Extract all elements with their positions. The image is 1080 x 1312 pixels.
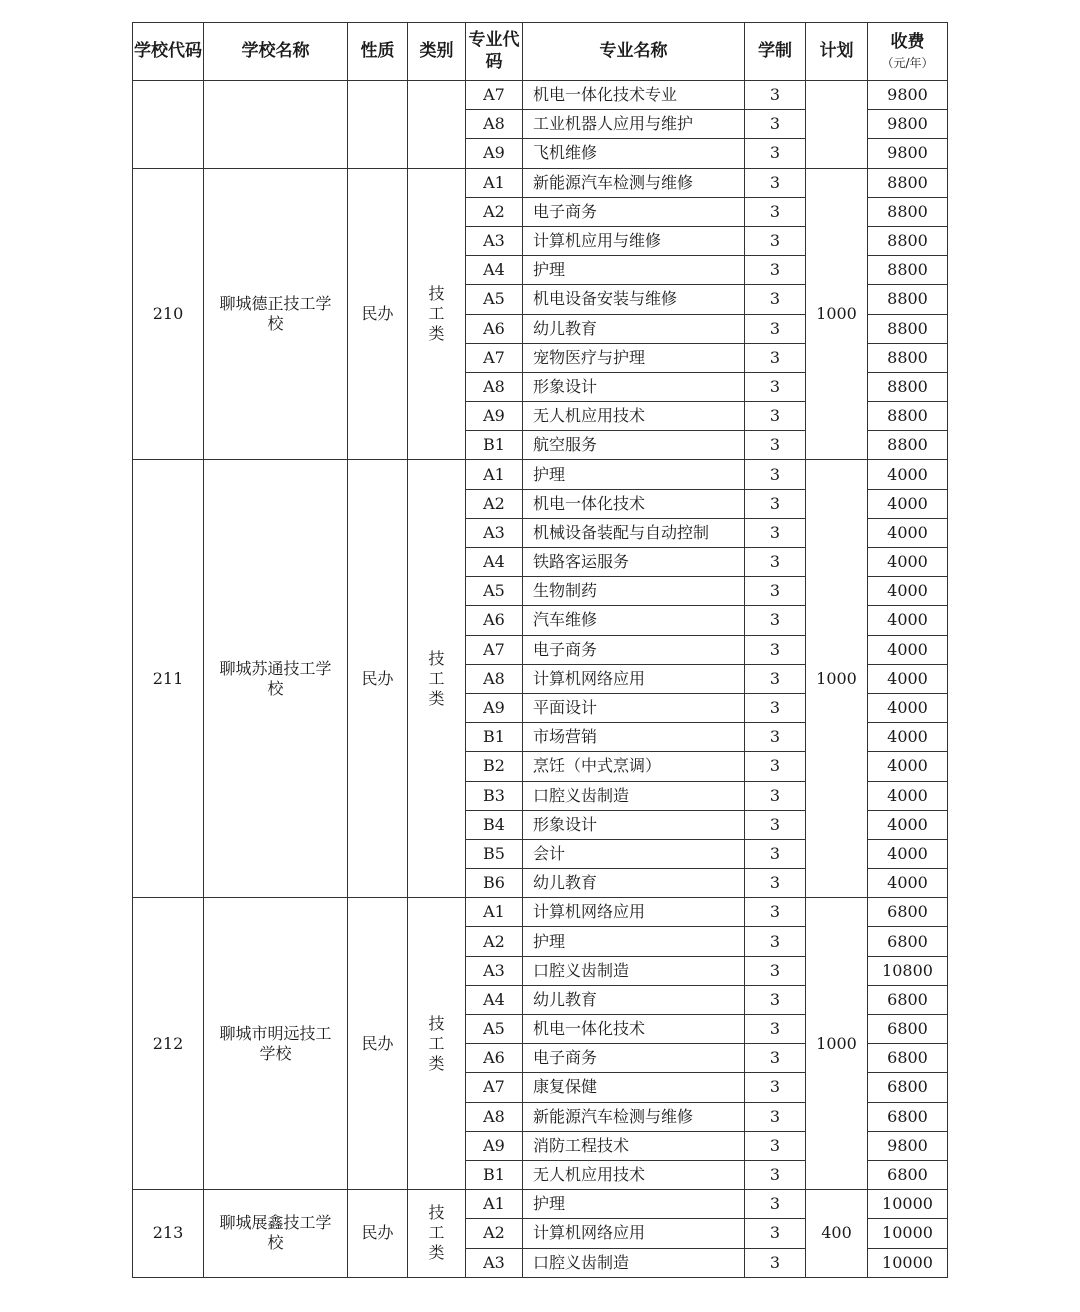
school-plan-cell xyxy=(806,81,868,169)
major-name-cell: 计算机网络应用 xyxy=(523,664,745,693)
major-duration-cell: 3 xyxy=(745,256,806,285)
major-duration-cell: 3 xyxy=(745,314,806,343)
header-category: 类别 xyxy=(408,23,466,81)
school-plan-cell: 1000 xyxy=(806,460,868,898)
major-fee-cell: 4000 xyxy=(868,781,948,810)
major-name-cell: 幼儿教育 xyxy=(523,985,745,1014)
header-major-name: 专业名称 xyxy=(523,23,745,81)
major-fee-cell: 8800 xyxy=(868,402,948,431)
major-code-cell: B3 xyxy=(466,781,523,810)
table-row xyxy=(133,81,948,110)
major-duration-cell: 3 xyxy=(745,723,806,752)
major-duration-cell: 3 xyxy=(745,577,806,606)
school-code-cell: 213 xyxy=(133,1190,204,1278)
major-code-cell: A8 xyxy=(466,372,523,401)
school-nature-cell: 民办 xyxy=(348,460,408,898)
major-name-cell: 计算机网络应用 xyxy=(523,1219,745,1248)
school-code-cell: 212 xyxy=(133,898,204,1190)
major-name-cell: 口腔义齿制造 xyxy=(523,956,745,985)
major-fee-cell: 6800 xyxy=(868,1160,948,1189)
school-plan-cell: 400 xyxy=(806,1190,868,1278)
major-fee-cell: 4000 xyxy=(868,548,948,577)
major-fee-cell: 8800 xyxy=(868,285,948,314)
major-name-cell: 电子商务 xyxy=(523,197,745,226)
major-duration-cell: 3 xyxy=(745,781,806,810)
major-fee-cell: 8800 xyxy=(868,343,948,372)
major-name-cell: 汽车维修 xyxy=(523,606,745,635)
major-code-cell: B1 xyxy=(466,431,523,460)
major-code-cell: A7 xyxy=(466,81,523,110)
major-code-cell: A6 xyxy=(466,606,523,635)
major-duration-cell: 3 xyxy=(745,810,806,839)
major-name-cell: 新能源汽车检测与维修 xyxy=(523,168,745,197)
major-fee-cell: 4000 xyxy=(868,518,948,547)
major-code-cell: B1 xyxy=(466,723,523,752)
major-name-cell: 工业机器人应用与维护 xyxy=(523,110,745,139)
major-code-cell: A1 xyxy=(466,898,523,927)
major-name-cell: 机电一体化技术 xyxy=(523,489,745,518)
school-nature-cell: 民办 xyxy=(348,898,408,1190)
major-name-cell: 无人机应用技术 xyxy=(523,402,745,431)
major-name-cell: 生物制药 xyxy=(523,577,745,606)
major-fee-cell: 9800 xyxy=(868,139,948,168)
major-code-cell: A9 xyxy=(466,1131,523,1160)
major-fee-cell: 10800 xyxy=(868,956,948,985)
school-category-cell: 技工类 xyxy=(408,898,466,1190)
major-fee-cell: 9800 xyxy=(868,1131,948,1160)
major-fee-cell: 4000 xyxy=(868,606,948,635)
major-duration-cell: 3 xyxy=(745,869,806,898)
school-nature-cell: 民办 xyxy=(348,1190,408,1278)
header-plan: 计划 xyxy=(806,23,868,81)
major-duration-cell: 3 xyxy=(745,839,806,868)
major-code-cell: B4 xyxy=(466,810,523,839)
major-name-cell: 宠物医疗与护理 xyxy=(523,343,745,372)
major-code-cell: A6 xyxy=(466,1044,523,1073)
table-row xyxy=(133,1190,948,1219)
school-nature-cell xyxy=(348,81,408,169)
table-body xyxy=(133,81,948,1278)
major-name-cell: 铁路客运服务 xyxy=(523,548,745,577)
major-duration-cell: 3 xyxy=(745,168,806,197)
major-duration-cell: 3 xyxy=(745,927,806,956)
major-name-cell: 航空服务 xyxy=(523,431,745,460)
major-fee-cell: 4000 xyxy=(868,810,948,839)
major-name-cell: 康复保健 xyxy=(523,1073,745,1102)
major-name-cell: 口腔义齿制造 xyxy=(523,781,745,810)
school-plan-cell: 1000 xyxy=(806,168,868,460)
major-fee-cell: 4000 xyxy=(868,693,948,722)
school-code-cell xyxy=(133,81,204,169)
major-fee-cell: 8800 xyxy=(868,197,948,226)
major-duration-cell: 3 xyxy=(745,664,806,693)
major-fee-cell: 6800 xyxy=(868,927,948,956)
table-row xyxy=(133,898,948,927)
major-duration-cell: 3 xyxy=(745,139,806,168)
major-fee-cell: 8800 xyxy=(868,431,948,460)
major-code-cell: B6 xyxy=(466,869,523,898)
major-code-cell: A5 xyxy=(466,577,523,606)
major-name-cell: 计算机应用与维修 xyxy=(523,226,745,255)
major-fee-cell: 6800 xyxy=(868,898,948,927)
major-fee-cell: 4000 xyxy=(868,635,948,664)
major-duration-cell: 3 xyxy=(745,898,806,927)
major-fee-cell: 6800 xyxy=(868,1044,948,1073)
school-nature-cell: 民办 xyxy=(348,168,408,460)
major-name-cell: 形象设计 xyxy=(523,372,745,401)
major-code-cell: A9 xyxy=(466,402,523,431)
major-duration-cell: 3 xyxy=(745,343,806,372)
school-name-cell: 聊城市明远技工学校 xyxy=(204,898,348,1190)
school-plan-cell: 1000 xyxy=(806,898,868,1190)
major-code-cell: A7 xyxy=(466,343,523,372)
major-fee-cell: 9800 xyxy=(868,81,948,110)
major-duration-cell: 3 xyxy=(745,81,806,110)
major-fee-cell: 8800 xyxy=(868,226,948,255)
major-name-cell: 机电设备安装与维修 xyxy=(523,285,745,314)
major-fee-cell: 9800 xyxy=(868,110,948,139)
major-fee-cell: 10000 xyxy=(868,1248,948,1277)
major-fee-cell: 10000 xyxy=(868,1219,948,1248)
major-code-cell: A3 xyxy=(466,226,523,255)
school-category-cell: 技工类 xyxy=(408,460,466,898)
major-code-cell: A9 xyxy=(466,693,523,722)
major-name-cell: 无人机应用技术 xyxy=(523,1160,745,1189)
major-fee-cell: 8800 xyxy=(868,168,948,197)
major-name-cell: 市场营销 xyxy=(523,723,745,752)
header-fee-unit: （元/年） xyxy=(881,55,934,70)
major-duration-cell: 3 xyxy=(745,197,806,226)
major-duration-cell: 3 xyxy=(745,548,806,577)
major-duration-cell: 3 xyxy=(745,635,806,664)
major-fee-cell: 4000 xyxy=(868,723,948,752)
major-code-cell: B5 xyxy=(466,839,523,868)
major-code-cell: A3 xyxy=(466,518,523,547)
major-duration-cell: 3 xyxy=(745,431,806,460)
major-code-cell: A4 xyxy=(466,256,523,285)
major-duration-cell: 3 xyxy=(745,1190,806,1219)
major-duration-cell: 3 xyxy=(745,1219,806,1248)
major-code-cell: A6 xyxy=(466,314,523,343)
header-duration: 学制 xyxy=(745,23,806,81)
major-duration-cell: 3 xyxy=(745,285,806,314)
major-name-cell: 电子商务 xyxy=(523,1044,745,1073)
major-duration-cell: 3 xyxy=(745,518,806,547)
header-school-code: 学校代码 xyxy=(133,23,204,81)
major-name-cell: 烹饪（中式烹调） xyxy=(523,752,745,781)
major-duration-cell: 3 xyxy=(745,372,806,401)
major-duration-cell: 3 xyxy=(745,956,806,985)
major-code-cell: A7 xyxy=(466,635,523,664)
major-duration-cell: 3 xyxy=(745,460,806,489)
major-duration-cell: 3 xyxy=(745,402,806,431)
header-nature: 性质 xyxy=(348,23,408,81)
major-code-cell: A3 xyxy=(466,956,523,985)
major-name-cell: 护理 xyxy=(523,927,745,956)
major-fee-cell: 8800 xyxy=(868,256,948,285)
school-code-cell: 211 xyxy=(133,460,204,898)
major-duration-cell: 3 xyxy=(745,1131,806,1160)
major-code-cell: A4 xyxy=(466,985,523,1014)
school-category-cell xyxy=(408,81,466,169)
major-code-cell: A2 xyxy=(466,197,523,226)
major-duration-cell: 3 xyxy=(745,489,806,518)
major-code-cell: A2 xyxy=(466,1219,523,1248)
major-fee-cell: 6800 xyxy=(868,1073,948,1102)
major-name-cell: 机械设备装配与自动控制 xyxy=(523,518,745,547)
major-fee-cell: 4000 xyxy=(868,869,948,898)
major-duration-cell: 3 xyxy=(745,693,806,722)
table-row xyxy=(133,168,948,197)
header-fee-label: 收费 xyxy=(890,32,925,53)
major-name-cell: 护理 xyxy=(523,1190,745,1219)
enrollment-table xyxy=(132,22,948,1278)
header-fee xyxy=(868,23,948,81)
major-name-cell: 机电一体化技术专业 xyxy=(523,81,745,110)
major-code-cell: A2 xyxy=(466,927,523,956)
major-fee-cell: 6800 xyxy=(868,1015,948,1044)
major-code-cell: A2 xyxy=(466,489,523,518)
major-fee-cell: 4000 xyxy=(868,839,948,868)
major-name-cell: 新能源汽车检测与维修 xyxy=(523,1102,745,1131)
major-code-cell: A7 xyxy=(466,1073,523,1102)
school-category-cell: 技工类 xyxy=(408,1190,466,1278)
header-major-code: 专业代码 xyxy=(466,23,523,81)
major-code-cell: A8 xyxy=(466,664,523,693)
major-fee-cell: 6800 xyxy=(868,985,948,1014)
major-duration-cell: 3 xyxy=(745,606,806,635)
major-fee-cell: 4000 xyxy=(868,752,948,781)
major-name-cell: 形象设计 xyxy=(523,810,745,839)
major-fee-cell: 4000 xyxy=(868,664,948,693)
major-name-cell: 消防工程技术 xyxy=(523,1131,745,1160)
major-fee-cell: 4000 xyxy=(868,460,948,489)
major-duration-cell: 3 xyxy=(745,752,806,781)
major-duration-cell: 3 xyxy=(745,1102,806,1131)
major-code-cell: A9 xyxy=(466,139,523,168)
major-fee-cell: 4000 xyxy=(868,577,948,606)
major-duration-cell: 3 xyxy=(745,1073,806,1102)
major-code-cell: A8 xyxy=(466,1102,523,1131)
school-category-cell: 技工类 xyxy=(408,168,466,460)
major-fee-cell: 10000 xyxy=(868,1190,948,1219)
major-name-cell: 口腔义齿制造 xyxy=(523,1248,745,1277)
header-school-name: 学校名称 xyxy=(204,23,348,81)
school-name-cell xyxy=(204,81,348,169)
major-code-cell: A1 xyxy=(466,1190,523,1219)
major-name-cell: 幼儿教育 xyxy=(523,314,745,343)
major-fee-cell: 8800 xyxy=(868,314,948,343)
major-name-cell: 幼儿教育 xyxy=(523,869,745,898)
major-duration-cell: 3 xyxy=(745,1248,806,1277)
major-name-cell: 护理 xyxy=(523,460,745,489)
school-code-cell: 210 xyxy=(133,168,204,460)
major-code-cell: A1 xyxy=(466,168,523,197)
major-code-cell: A4 xyxy=(466,548,523,577)
school-name-cell: 聊城苏通技工学校 xyxy=(204,460,348,898)
major-fee-cell: 8800 xyxy=(868,372,948,401)
major-name-cell: 平面设计 xyxy=(523,693,745,722)
major-duration-cell: 3 xyxy=(745,985,806,1014)
table-row xyxy=(133,460,948,489)
major-code-cell: A5 xyxy=(466,285,523,314)
major-duration-cell: 3 xyxy=(745,1015,806,1044)
major-code-cell: B1 xyxy=(466,1160,523,1189)
major-duration-cell: 3 xyxy=(745,1160,806,1189)
major-code-cell: B2 xyxy=(466,752,523,781)
major-name-cell: 飞机维修 xyxy=(523,139,745,168)
major-code-cell: A3 xyxy=(466,1248,523,1277)
major-name-cell: 会计 xyxy=(523,839,745,868)
major-code-cell: A1 xyxy=(466,460,523,489)
major-name-cell: 机电一体化技术 xyxy=(523,1015,745,1044)
major-fee-cell: 6800 xyxy=(868,1102,948,1131)
school-name-cell: 聊城展鑫技工学校 xyxy=(204,1190,348,1278)
major-code-cell: A8 xyxy=(466,110,523,139)
major-duration-cell: 3 xyxy=(745,226,806,255)
major-name-cell: 护理 xyxy=(523,256,745,285)
major-name-cell: 电子商务 xyxy=(523,635,745,664)
header-row xyxy=(133,23,948,81)
major-code-cell: A5 xyxy=(466,1015,523,1044)
major-name-cell: 计算机网络应用 xyxy=(523,898,745,927)
school-name-cell: 聊城德正技工学校 xyxy=(204,168,348,460)
major-duration-cell: 3 xyxy=(745,110,806,139)
major-duration-cell: 3 xyxy=(745,1044,806,1073)
major-fee-cell: 4000 xyxy=(868,489,948,518)
